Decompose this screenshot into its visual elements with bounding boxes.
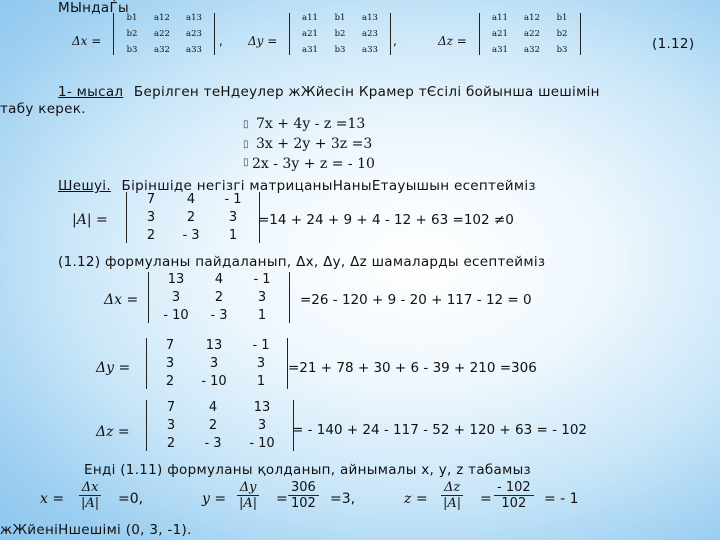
- detA-cell: 1: [228, 228, 238, 243]
- equation-number: (1.12): [652, 36, 695, 52]
- def-dz-label: Δz =: [438, 34, 467, 48]
- dy-calc-cell: 3: [256, 356, 266, 371]
- dz-calc-cell: - 10: [249, 436, 275, 451]
- def-dy-cell: a33: [362, 45, 378, 55]
- def-comma-1: ,: [219, 34, 223, 48]
- dx-calc-result: =26 - 120 + 9 - 20 + 117 - 12 = 0: [300, 292, 532, 308]
- def-dx-cell: a33: [186, 45, 202, 55]
- def-dz-cell: a22: [524, 29, 540, 39]
- detA-label: |A| =: [72, 212, 108, 228]
- detA-result: =14 + 24 + 9 + 4 - 12 + 63 =102 ≠0: [258, 212, 514, 228]
- def-dy-cell: a31: [302, 45, 318, 55]
- def-dz-cell: a12: [524, 13, 540, 23]
- dx-calc-cell: 1: [257, 308, 267, 323]
- dy-calc-result: =21 + 78 + 30 + 6 - 39 + 210 =306: [288, 360, 537, 376]
- def-dz-cell: b1: [556, 13, 568, 23]
- x-fraction-num: Δx: [79, 480, 102, 496]
- detA-cell: 7: [146, 192, 156, 207]
- x-rhs: =0,: [118, 491, 144, 507]
- y-fraction-2: [288, 480, 319, 511]
- y-fraction2-den: 102: [291, 496, 316, 511]
- final-answer: жЖйеніНшешімі (0, 3, -1).: [0, 522, 192, 538]
- x-fraction: [78, 480, 102, 511]
- dz-calc-cell: 13: [253, 400, 271, 415]
- dx-calc-cell: 3: [171, 290, 181, 305]
- dx-calc-matrix: [148, 272, 290, 323]
- dy-calc-matrix: [146, 338, 288, 389]
- dz-calc-cell: 2: [166, 436, 176, 451]
- def-dx-cell: b3: [126, 45, 138, 55]
- def-dx-cell: a12: [154, 13, 170, 23]
- detA-cell: 2: [186, 210, 196, 225]
- dz-calc-matrix: [146, 400, 294, 451]
- detA-matrix: [126, 192, 260, 243]
- dz-calc-cell: 7: [166, 400, 176, 415]
- detA-cell: 3: [228, 210, 238, 225]
- detA-cell: 2: [146, 228, 156, 243]
- y-fraction: [236, 480, 260, 511]
- z-fraction2-den: 102: [501, 496, 527, 511]
- system-eq-2: 3x + 2y + 3z =3: [256, 136, 373, 152]
- dy-calc-cell: 2: [165, 374, 175, 389]
- brace-glyph-2: ▯: [243, 139, 249, 150]
- x-fraction-den: |A|: [81, 496, 100, 511]
- def-dy-cell: b1: [334, 13, 346, 23]
- x-lhs: x =: [40, 491, 65, 507]
- z-lhs: z =: [404, 491, 428, 507]
- dy-calc-cell: - 10: [201, 374, 227, 389]
- z-fraction-num: Δz: [441, 480, 463, 496]
- y-lhs: y =: [202, 491, 227, 507]
- dx-calc-cell: 4: [214, 272, 224, 287]
- dz-calc-label: Δz =: [96, 424, 130, 440]
- y-rhs: =3,: [330, 491, 356, 507]
- def-dy-cell: a21: [302, 29, 318, 39]
- def-dy-cell: b2: [334, 29, 346, 39]
- z-fraction: [440, 480, 464, 511]
- def-dx-cell: a13: [186, 13, 202, 23]
- def-dz-cell: b2: [556, 29, 568, 39]
- def-dy-matrix: [289, 13, 391, 55]
- formula-text: (1.12) формуланы пайдаланып, Δx, Δy, Δz шамаларды есептейміз: [58, 254, 546, 270]
- example-label: 1- мысал: [58, 84, 124, 100]
- dz-calc-cell: - 3: [204, 436, 222, 451]
- z-fraction-den: |A|: [443, 496, 462, 511]
- def-dx-cell: b2: [126, 29, 138, 39]
- y-fraction-num: Δy: [237, 480, 260, 496]
- def-dx-cell: a32: [154, 45, 170, 55]
- dx-calc-cell: 2: [214, 290, 224, 305]
- def-dz-cell: a11: [492, 13, 508, 23]
- dz-calc-result: = - 140 + 24 - 117 - 52 + 120 + 63 = - 102: [292, 422, 588, 438]
- y-fraction-den: |A|: [239, 496, 258, 511]
- def-dy-cell: b3: [334, 45, 346, 55]
- def-dz-cell: a21: [492, 29, 508, 39]
- dy-calc-cell: 3: [165, 356, 175, 371]
- def-dx-cell: a22: [154, 29, 170, 39]
- def-dx-cell: a23: [186, 29, 202, 39]
- example-text-2: табу керек.: [0, 101, 86, 117]
- dx-calc-cell: 13: [167, 272, 185, 287]
- system-eq-3: 2x - 3y + z = - 10: [252, 156, 375, 172]
- def-dy-label: Δy =: [248, 34, 278, 48]
- def-dy-cell: a11: [302, 13, 318, 23]
- def-dx-cell: b1: [126, 13, 138, 23]
- def-dz-cell: a31: [492, 45, 508, 55]
- detA-cell: 3: [146, 210, 156, 225]
- solution-label: Шешуі.: [58, 178, 111, 194]
- find-text: Енді (1.11) формуланы қолданып, айнымалы x, y, z табамыз: [84, 462, 532, 478]
- dy-calc-cell: 3: [209, 356, 219, 371]
- dz-calc-cell: 4: [208, 400, 218, 415]
- brace-glyph-3: ▯: [243, 157, 249, 168]
- def-dy-cell: a13: [362, 13, 378, 23]
- z-fraction-2: [494, 480, 534, 511]
- example-text: Берілген теНдеулер жЖйесін Крамер тЄсілі бойынша шешімін: [133, 84, 600, 100]
- dx-calc-cell: - 1: [253, 272, 271, 287]
- dz-calc-cell: 3: [257, 418, 267, 433]
- z-rhs: = - 1: [544, 491, 579, 507]
- def-comma-2: ,: [393, 34, 397, 48]
- detA-cell: 4: [186, 192, 196, 207]
- def-dz-cell: a32: [524, 45, 540, 55]
- dx-calc-cell: - 3: [210, 308, 228, 323]
- header-title: МЫндаЃы: [58, 0, 129, 16]
- dx-calc-cell: 3: [257, 290, 267, 305]
- y-fraction2-num: 306: [288, 480, 319, 496]
- def-dz-cell: b3: [556, 45, 568, 55]
- dy-calc-cell: - 1: [252, 338, 270, 353]
- dy-calc-cell: 13: [205, 338, 223, 353]
- brace-glyph-1: ▯: [243, 119, 249, 130]
- def-dz-matrix: [479, 13, 581, 55]
- dy-calc-label: Δy =: [96, 360, 131, 376]
- def-dx-label: Δx =: [72, 34, 102, 48]
- solution-text: Біріншіде негізгі матрицаныНаныЕтауышын есептейміз: [121, 178, 536, 194]
- dx-calc-label: Δx =: [104, 292, 139, 308]
- dy-calc-cell: 7: [165, 338, 175, 353]
- z-fraction2-num: - 102: [494, 480, 534, 496]
- def-dy-cell: a23: [362, 29, 378, 39]
- detA-cell: - 3: [182, 228, 200, 243]
- dz-calc-cell: 2: [208, 418, 218, 433]
- detA-cell: - 1: [224, 192, 242, 207]
- def-dx-matrix: [113, 13, 215, 55]
- dz-calc-cell: 3: [166, 418, 176, 433]
- dy-calc-cell: 1: [256, 374, 266, 389]
- dx-calc-cell: - 10: [163, 308, 189, 323]
- z-mid: =: [480, 491, 492, 507]
- system-eq-1: 7x + 4y - z =13: [256, 116, 366, 132]
- y-mid: =: [276, 491, 288, 507]
